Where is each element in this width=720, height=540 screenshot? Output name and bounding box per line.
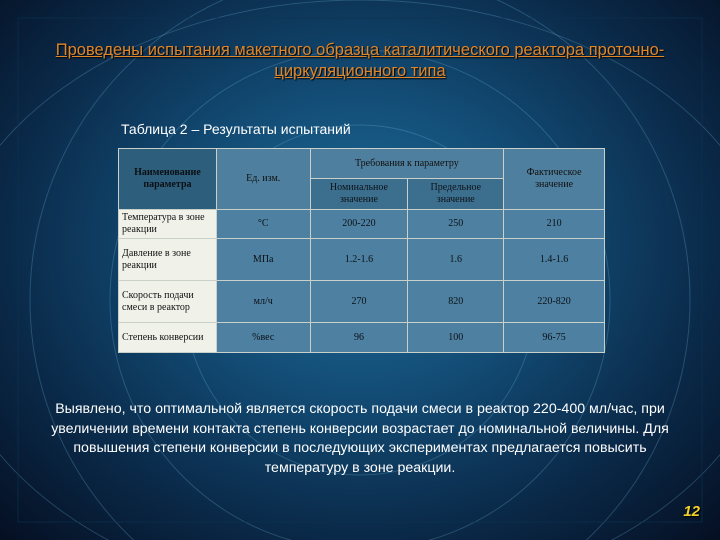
row-unit: мл/ч: [216, 281, 310, 323]
header-actual: Фактическое значение: [504, 149, 605, 210]
row-nominal: 96: [310, 323, 408, 353]
table-caption: Таблица 2 – Результаты испытаний: [121, 121, 351, 137]
row-actual: 210: [504, 210, 605, 239]
header-name: Наименование параметра: [119, 149, 217, 210]
row-limit: 1.6: [408, 239, 504, 281]
row-actual: 96-75: [504, 323, 605, 353]
table-row: [119, 281, 605, 323]
row-limit: 820: [408, 281, 504, 323]
row-name: Температура в зоне реакции: [119, 210, 217, 239]
table-row: [119, 210, 605, 239]
row-nominal: 270: [310, 281, 408, 323]
row-unit: %вес: [216, 323, 310, 353]
row-nominal: 200-220: [310, 210, 408, 239]
row-actual: 1.4-1.6: [504, 239, 605, 281]
header-limit: Предельное значение: [408, 179, 504, 210]
table-row: [119, 239, 605, 281]
page-number: 12: [683, 503, 700, 520]
row-nominal: 1.2-1.6: [310, 239, 408, 281]
header-nominal: Номинальное значение: [310, 179, 408, 210]
results-table: [118, 148, 605, 353]
header-unit: Ед. изм.: [216, 149, 310, 210]
conclusion-text: Выявлено, что оптимальной является скорость подачи смеси в реактор 220-400 мл/час, при увеличении времени контакта степень конверсии возрастает до номинальной величины. Для повышения степени конверсии в последующих экспериментах предлагается повысить температуру в зоне реакции.: [51, 401, 669, 476]
header-requirements: Требования к параметру: [310, 149, 504, 179]
row-unit: °С: [216, 210, 310, 239]
table-row: [119, 323, 605, 353]
row-unit: МПа: [216, 239, 310, 281]
row-name: Давление в зоне реакции: [119, 239, 217, 281]
row-actual: 220-820: [504, 281, 605, 323]
row-name: Скорость подачи смеси в реактор: [119, 281, 217, 323]
row-limit: 100: [408, 323, 504, 353]
row-limit: 250: [408, 210, 504, 239]
row-name: Степень конверсии: [119, 323, 217, 353]
slide-title: Проведены испытания макетного образца каталитического реактора проточно-циркуляционного типа: [55, 41, 665, 80]
